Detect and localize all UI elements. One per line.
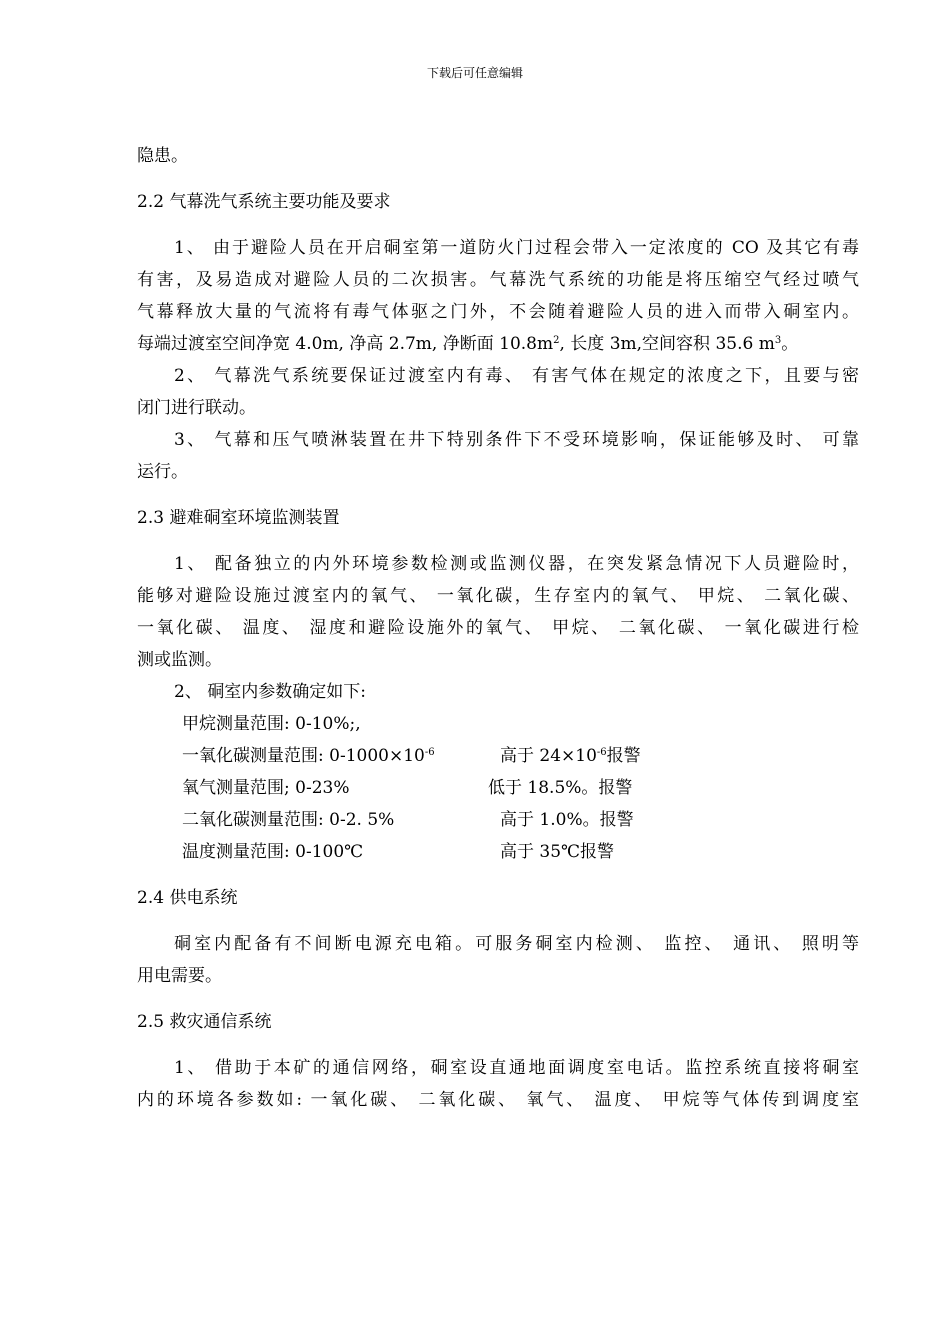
paragraph-line: 气幕释放大量的气流将有毒气体驱之门外，不会随着避险人员的进入而带入硐室内。 xyxy=(137,302,859,322)
paragraph-line: 1、 由于避险人员在开启硐室第一道防火门过程会带入一定浓度的 CO 及其它有毒 xyxy=(174,238,859,258)
measurement-range: 氧气测量范围; 0-23% xyxy=(182,778,350,798)
measurement-row-methane xyxy=(137,708,859,740)
paragraph-line: 闭门进行联动。 xyxy=(137,398,256,418)
page-header: 下载后可任意编辑 xyxy=(426,66,523,80)
measurement-alarm: 高于 35℃报警 xyxy=(500,842,615,862)
measurement-alarm: 低于 18.5%。报警 xyxy=(488,778,633,798)
paragraph-line: 2、 气幕洗气系统要保证过渡室内有毒、 有害气体在规定的浓度之下，且要与密 xyxy=(174,366,859,386)
measurement-row-temperature xyxy=(137,836,859,868)
paragraph-line: 有害，及易造成对避险人员的二次损害。气幕洗气系统的功能是将压缩空气经过喷气 xyxy=(137,270,859,290)
paragraph-line: 能够对避险设施过渡室内的氧气、 一氧化碳，生存室内的氧气、 甲烷、 二氧化碳、 xyxy=(137,586,859,606)
paragraph-line: 内的环境各参数如: 一氧化碳、 二氧化碳、 氧气、 温度、 甲烷等气体传到调度室 xyxy=(137,1090,859,1110)
paragraph-line: 硐室内配备有不间断电源充电箱。可服务硐室内检测、 监控、 通讯、 照明等 xyxy=(174,934,859,954)
measurement-alarm: 高于 $24\times 10^{-6}$报警 xyxy=(500,746,641,766)
section-heading-2-4: 2.4 供电系统 xyxy=(137,888,238,908)
measurement-range: 一氧化碳测量范围: $0-1000\times 10^{-6}$ xyxy=(182,746,435,766)
paragraph-line: 测或监测。 xyxy=(137,650,222,670)
paragraph-line: 2、 硐室内参数确定如下: xyxy=(174,682,366,702)
paragraph-line: 用电需要。 xyxy=(137,966,222,986)
section-heading-2-3: 2.3 避难硐室环境监测装置 xyxy=(137,508,340,528)
paragraph-line: 一氧化碳、 温度、 湿度和避险设施外的氧气、 甲烷、 二氧化碳、 一氧化碳进行检 xyxy=(137,618,859,638)
measurement-range: 二氧化碳测量范围: 0-2. 5% xyxy=(182,810,395,830)
section-heading-2-2: 2.2 气幕洗气系统主要功能及要求 xyxy=(137,192,391,212)
measurement-range: 温度测量范围: 0-100℃ xyxy=(182,842,364,862)
paragraph-line: 1、 借助于本矿的通信网络，硐室设直通地面调度室电话。监控系统直接将硐室 xyxy=(174,1058,859,1078)
measurement-range: 甲烷测量范围: 0-10%;, xyxy=(182,714,361,734)
paragraph-line: 3、 气幕和压气喷淋装置在井下特别条件下不受环境影响，保证能够及时、 可靠 xyxy=(174,430,859,450)
measurement-row-oxygen xyxy=(137,772,859,804)
measurement-row-co xyxy=(137,740,859,772)
paragraph-line: 运行。 xyxy=(137,462,188,482)
paragraph-line: 隐患。 xyxy=(137,146,188,166)
measurement-row-co2 xyxy=(137,804,859,836)
paragraph-line: 每端过渡室空间净宽 4.0m, 净高 2.7m, 净断面 $10.8m^2$, 长度 3m,空间容积 35.6 $m^3$。 xyxy=(137,334,799,354)
paragraph-line: 1、 配备独立的内外环境参数检测或监测仪器，在突发紧急情况下人员避险时， xyxy=(174,554,859,574)
measurement-alarm: 高于 1.0%。报警 xyxy=(500,810,634,830)
document-body xyxy=(137,140,859,1116)
section-heading-2-5: 2.5 救灾通信系统 xyxy=(137,1012,272,1032)
